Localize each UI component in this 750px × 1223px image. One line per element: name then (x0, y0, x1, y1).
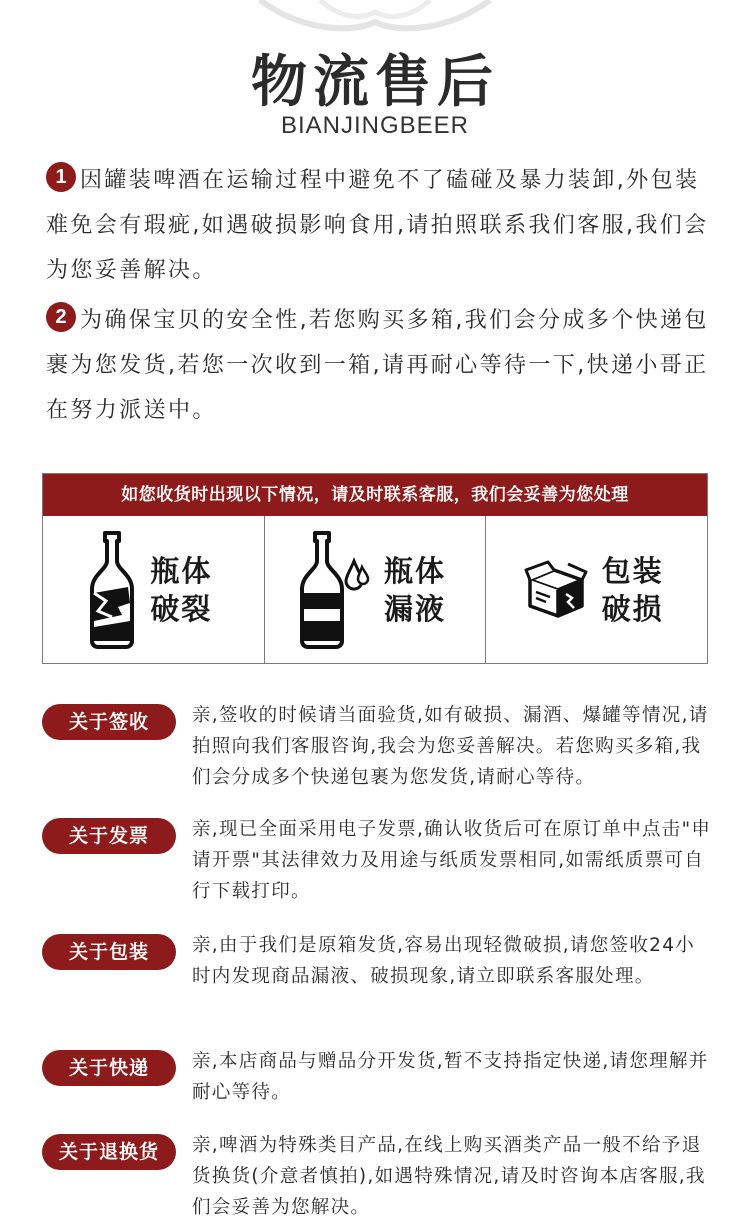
faq-answer: 亲,签收的时候请当面验货,如有破损、漏酒、爆罐等情况,请拍照向我们客服咨询,我会为您妥善解决。若您购买多箱,我们会分成多个快递包裹为您发货,请耐心等待。 (192, 705, 709, 788)
leaking-bottle-icon (298, 531, 370, 649)
faq-tag: 关于退换货 (42, 1134, 176, 1170)
notice-item-broken-bottle (43, 516, 265, 663)
broken-bottle-icon (88, 531, 136, 649)
note-1 (46, 158, 716, 293)
notice-item-label: 瓶体破裂 (150, 553, 213, 626)
notice-item-label: 包装破损 (601, 553, 664, 626)
note-number: 2 (46, 302, 76, 332)
note-number: 1 (46, 162, 76, 192)
notice-item-damaged-box (486, 516, 707, 663)
faq-tag: 关于签收 (42, 704, 176, 740)
faq-answer: 亲,现已全面采用电子发票,确认收货后可在原订单中点击"申请开票"其法律效力及用途与纸质发票相同,如需纸质票可自行下载打印。 (192, 819, 712, 902)
top-ornament (200, 0, 550, 40)
brand-subtitle: BIANJINGBEER (280, 112, 470, 139)
damaged-box-icon (524, 558, 588, 622)
faq-answer: 亲,由于我们是原箱发货,容易出现轻微破损,请您签收24小时内发现商品漏液、破损现象,请立即联系客服处理。 (192, 935, 696, 987)
faq-answer: 亲,本店商品与赠品分开发货,暂不支持指定快递,请您理解并耐心等待。 (192, 1051, 709, 1103)
faq-tag: 关于快递 (42, 1050, 176, 1086)
notice-header: 如您收货时出现以下情况，请及时联系客服，我们会妥善为您处理 (43, 474, 707, 516)
faq-tag: 关于包装 (42, 934, 176, 970)
notice-item-label: 瓶体漏液 (384, 553, 447, 626)
page-title: 物流售后 (251, 49, 499, 115)
notice-item-leaking-bottle (265, 516, 487, 663)
faq-answer: 亲,啤酒为特殊类目产品,在线上购买酒类产品一般不给予退货换货(介意者慎拍),如遇特殊情况,请及时咨询本店客服,我们会妥善为您解决。 (192, 1135, 706, 1218)
note-text: 为确保宝贝的安全性,若您购买多箱,我们会分成多个快递包裹为您发货,若您一次收到一箱,请再耐心等待一下,快递小哥正在努力派送中。 (46, 308, 709, 423)
note-text: 因罐装啤酒在运输过程中避免不了磕碰及暴力装卸,外包装难免会有瑕疵,如遇破损影响食用,请拍照联系我们客服,我们会为您妥善解决。 (46, 168, 709, 283)
damage-notice-panel (42, 473, 708, 664)
faq-tag: 关于发票 (42, 818, 176, 854)
note-2 (46, 298, 716, 433)
